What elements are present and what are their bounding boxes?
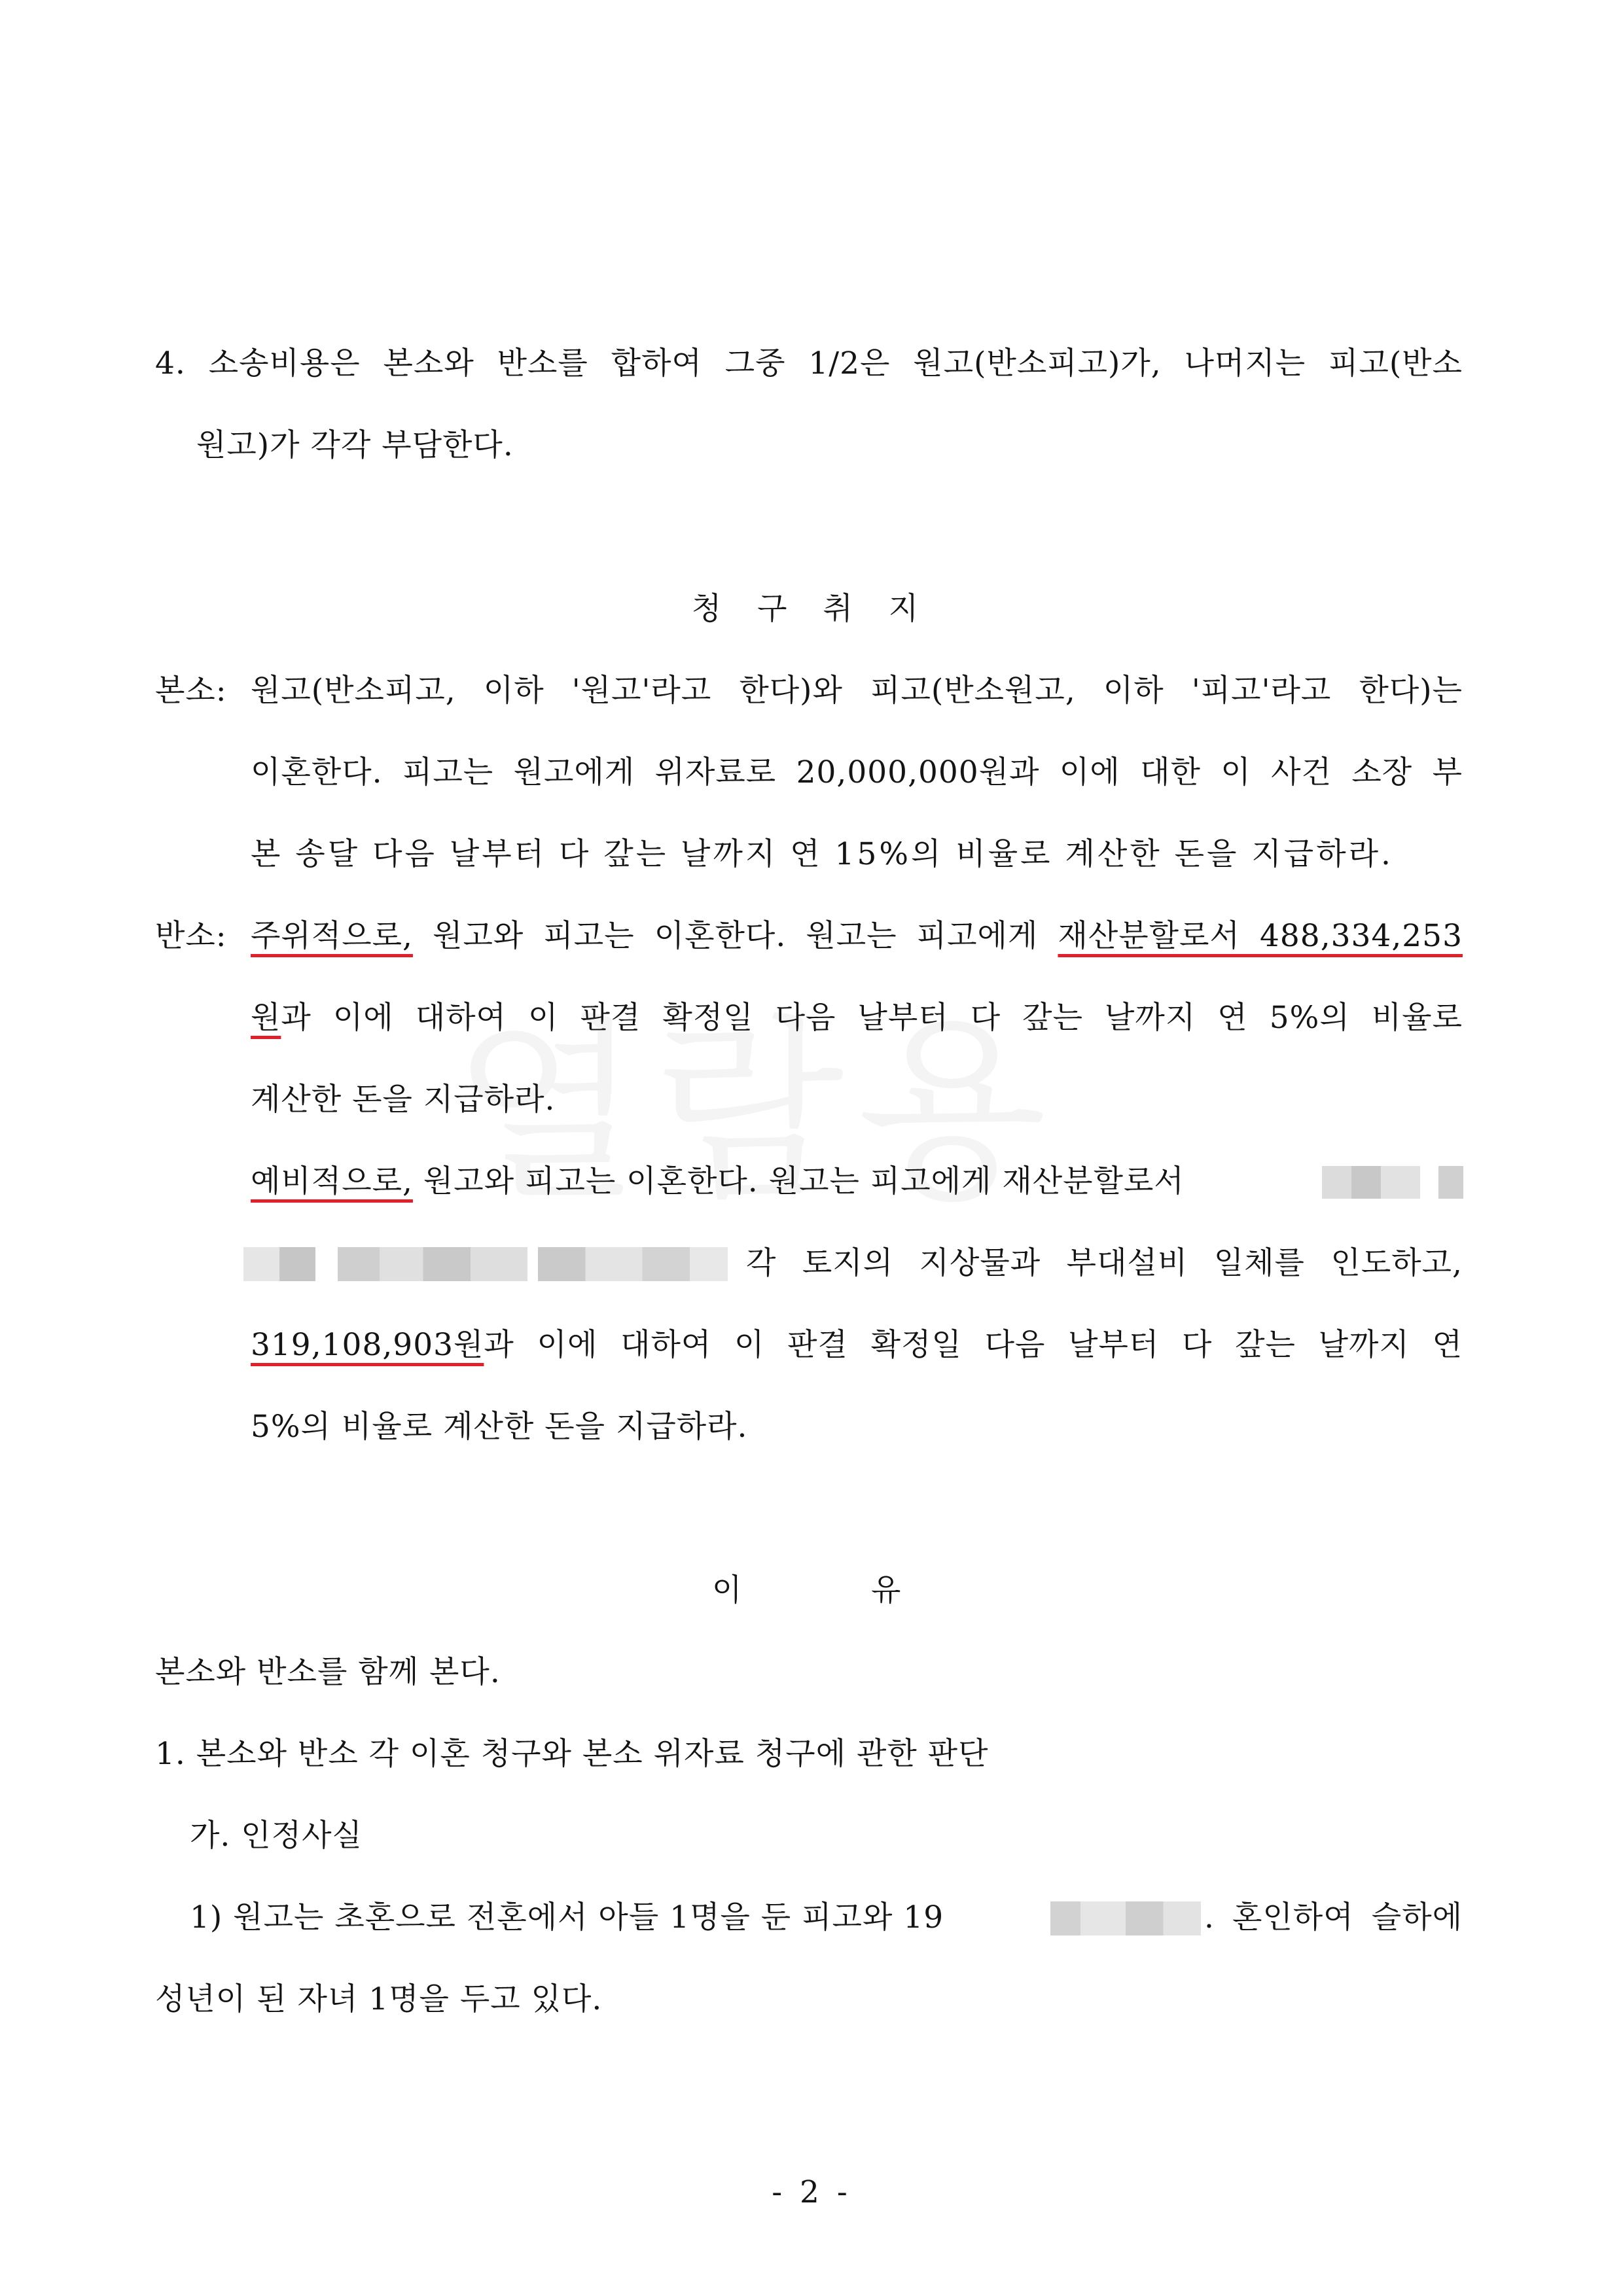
fact1-line2: 성년이 된 자녀 1명을 두고 있다.	[155, 1981, 603, 2017]
bonso-line1: 원고(반소피고, 이하 '원고'라고 한다)와 피고(반소원고, 이하 '피고'라고 한다)는	[251, 673, 1463, 709]
banso-alt-line2: 각 토지의 지상물과 부대설비 일체를 인도하고,	[746, 1245, 1463, 1281]
reason-heading-1: 이	[712, 1572, 743, 1608]
fact1-part-b: . 혼인하여 슬하에	[1204, 1899, 1463, 1935]
alt-text: 원고와 피고는 이혼한다. 원고는 피고에게 재산분할로서	[412, 1163, 1185, 1199]
claim-heading: 청 구 취 지	[691, 591, 932, 627]
bonso-label: 본소:	[155, 673, 227, 709]
banso-label: 반소:	[155, 918, 227, 954]
redaction-block	[538, 1247, 728, 1281]
fact1-part-a: 1) 원고는 초혼으로 전혼에서 아들 1명을 둔 피고와 19	[190, 1899, 944, 1935]
redaction-block	[1050, 1901, 1201, 1935]
banso-alt-line1	[251, 1162, 1298, 1201]
reason-sub-a: 가. 인정사실	[190, 1818, 363, 1854]
banso-primary-line3: 계산한 돈을 지급하라.	[251, 1082, 556, 1118]
primary-won-underlined: 원	[251, 1000, 281, 1036]
banso-primary-line2	[251, 998, 1463, 1038]
bonso-line3: 본 송달 다음 날부터 다 갚는 날까지 연 15%의 비율로 계산한 돈을 지급하라.	[251, 836, 1393, 872]
order-item4-line1: 4. 소송비용은 본소와 반소를 합하여 그중 1/2은 원고(반소피고)가, 나머지는 피고(반소	[155, 345, 1463, 381]
primary-text: 원고와 피고는 이혼한다. 원고는 피고에게	[412, 918, 1058, 954]
primary-label-underlined: 주위적으로,	[251, 918, 413, 954]
reason-heading-2: 유	[871, 1572, 902, 1608]
alt-amount-underlined: 319,108,903원	[251, 1327, 484, 1363]
reason-section1: 1. 본소와 반소 각 이혼 청구와 본소 위자료 청구에 관한 판단	[155, 1736, 989, 1772]
banso-primary-line1	[251, 917, 1463, 956]
redaction-block	[243, 1247, 315, 1281]
redaction-block	[1438, 1166, 1463, 1199]
alt-label-underlined: 예비적으로,	[251, 1163, 413, 1199]
bonso-line2: 이혼한다. 피고는 원고에게 위자료로 20,000,000원과 이에 대한 이 사건 소장 부	[251, 754, 1463, 790]
order-item4-line2: 원고)가 각각 부담한다.	[196, 427, 514, 463]
banso-alt-line3	[251, 1326, 1463, 1365]
banso-alt-line4: 5%의 비율로 계산한 돈을 지급하라.	[251, 1409, 748, 1445]
page-number: - 2 -	[772, 2174, 851, 2210]
redaction-block	[1322, 1166, 1420, 1199]
reason-intro: 본소와 반소를 함께 본다.	[155, 1654, 501, 1690]
primary-text-2: 과 이에 대하여 이 판결 확정일 다음 날부터 다 갚는 날까지 연 5%의 비율로	[281, 1000, 1463, 1036]
primary-amount-underlined: 재산분할로서 488,334,253	[1058, 918, 1463, 954]
redaction-block	[338, 1247, 527, 1281]
alt-text-2: 과 이에 대하여 이 판결 확정일 다음 날부터 다 갚는 날까지 연	[484, 1327, 1463, 1363]
